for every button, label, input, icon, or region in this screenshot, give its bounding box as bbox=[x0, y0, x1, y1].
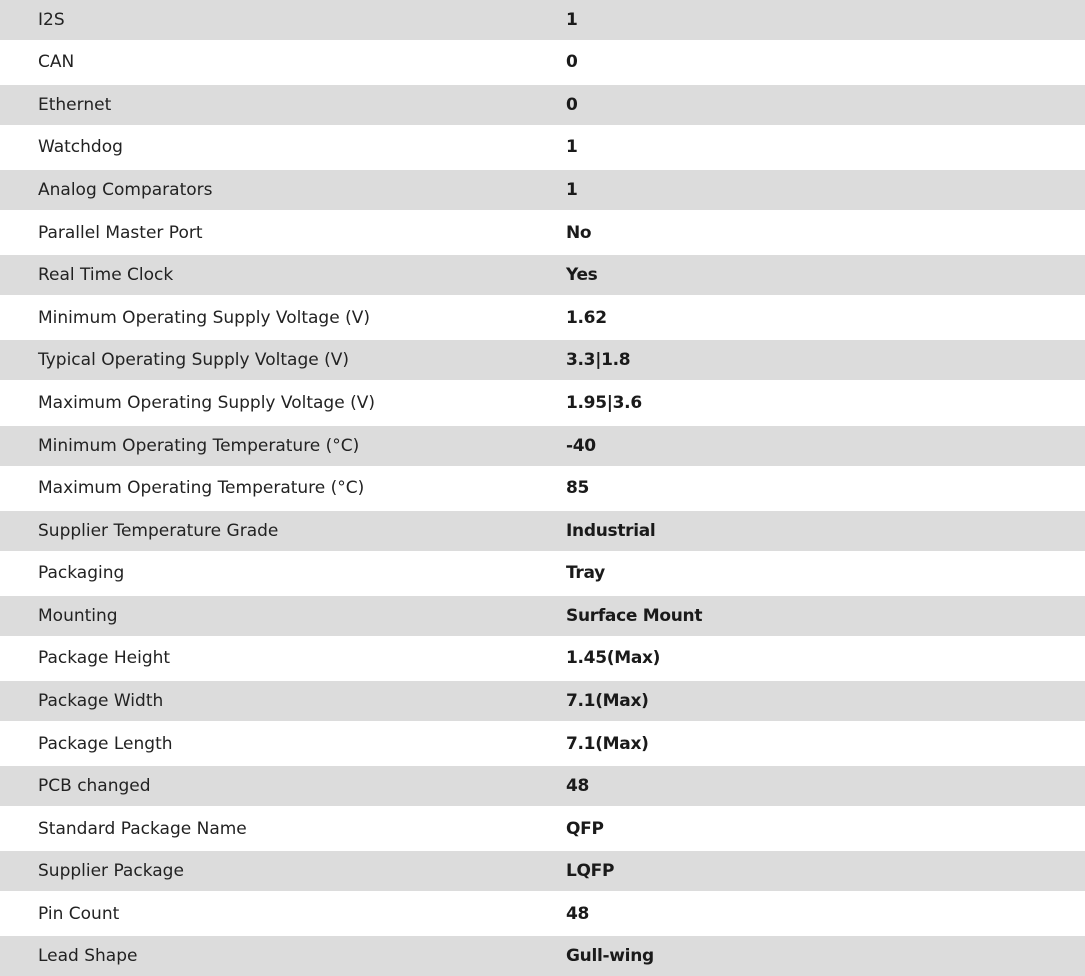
spec-row-pin-count bbox=[0, 894, 1085, 934]
spec-row-watchdog bbox=[0, 127, 1085, 167]
spec-label: Parallel Master Port bbox=[38, 223, 203, 243]
spec-row-supplier-package bbox=[0, 851, 1085, 891]
spec-label: Pin Count bbox=[38, 904, 120, 924]
spec-label: Supplier Package bbox=[38, 861, 184, 881]
spec-row-mounting bbox=[0, 596, 1085, 636]
spec-value: 48 bbox=[566, 904, 590, 924]
spec-value: Tray bbox=[566, 563, 605, 583]
spec-row-can bbox=[0, 42, 1085, 82]
spec-label: Minimum Operating Supply Voltage (V) bbox=[38, 308, 370, 328]
spec-row-packaging bbox=[0, 553, 1085, 593]
spec-label: Maximum Operating Temperature (°C) bbox=[38, 478, 365, 498]
spec-value: 7.1(Max) bbox=[566, 691, 649, 711]
spec-value: LQFP bbox=[566, 861, 615, 881]
spec-row-max-supply-voltage bbox=[0, 383, 1085, 423]
spec-row-parallel-master-port bbox=[0, 213, 1085, 253]
spec-value: 1 bbox=[566, 10, 578, 30]
spec-row-max-temperature bbox=[0, 468, 1085, 508]
spec-label: Standard Package Name bbox=[38, 819, 247, 839]
spec-value: 1.95|3.6 bbox=[566, 393, 642, 413]
spec-row-typ-supply-voltage bbox=[0, 340, 1085, 380]
spec-row-package-height bbox=[0, 638, 1085, 678]
spec-value: 1 bbox=[566, 180, 578, 200]
spec-row-i2s bbox=[0, 0, 1085, 40]
spec-value: 48 bbox=[566, 776, 590, 796]
spec-row-temperature-grade bbox=[0, 511, 1085, 551]
spec-value: Gull-wing bbox=[566, 946, 654, 966]
spec-label: Watchdog bbox=[38, 137, 123, 157]
spec-label: Real Time Clock bbox=[38, 265, 174, 285]
spec-label: Minimum Operating Temperature (°C) bbox=[38, 436, 360, 456]
spec-label: Typical Operating Supply Voltage (V) bbox=[38, 350, 349, 370]
spec-value: 0 bbox=[566, 95, 578, 115]
spec-value: 85 bbox=[566, 478, 590, 498]
spec-row-ethernet bbox=[0, 85, 1085, 125]
spec-label: I2S bbox=[38, 10, 65, 30]
spec-row-real-time-clock bbox=[0, 255, 1085, 295]
spec-label: Packaging bbox=[38, 563, 125, 583]
spec-label: Package Length bbox=[38, 734, 173, 754]
spec-value: Industrial bbox=[566, 521, 656, 541]
spec-value: No bbox=[566, 223, 592, 243]
spec-row-package-width bbox=[0, 681, 1085, 721]
spec-row-min-temperature bbox=[0, 426, 1085, 466]
spec-value: QFP bbox=[566, 819, 604, 839]
spec-row-lead-shape bbox=[0, 936, 1085, 976]
spec-row-package-length bbox=[0, 724, 1085, 764]
spec-label: Package Width bbox=[38, 691, 164, 711]
spec-label: Ethernet bbox=[38, 95, 112, 115]
spec-label: CAN bbox=[38, 52, 75, 72]
spec-label: Analog Comparators bbox=[38, 180, 213, 200]
spec-value: Yes bbox=[566, 265, 598, 285]
spec-value: Surface Mount bbox=[566, 606, 703, 626]
spec-value: 7.1(Max) bbox=[566, 734, 649, 754]
spec-value: 1 bbox=[566, 137, 578, 157]
spec-label: Lead Shape bbox=[38, 946, 138, 966]
spec-label: Supplier Temperature Grade bbox=[38, 521, 279, 541]
spec-value: 1.45(Max) bbox=[566, 648, 661, 668]
spec-value: 0 bbox=[566, 52, 578, 72]
spec-row-standard-package-name bbox=[0, 809, 1085, 849]
spec-row-analog-comparators bbox=[0, 170, 1085, 210]
spec-value: 3.3|1.8 bbox=[566, 350, 631, 370]
spec-row-pcb-changed bbox=[0, 766, 1085, 806]
spec-row-min-supply-voltage bbox=[0, 298, 1085, 338]
spec-label: Mounting bbox=[38, 606, 118, 626]
spec-label: Maximum Operating Supply Voltage (V) bbox=[38, 393, 375, 413]
spec-value: 1.62 bbox=[566, 308, 607, 328]
spec-label: Package Height bbox=[38, 648, 171, 668]
spec-value: -40 bbox=[566, 436, 596, 456]
spec-label: PCB changed bbox=[38, 776, 151, 796]
